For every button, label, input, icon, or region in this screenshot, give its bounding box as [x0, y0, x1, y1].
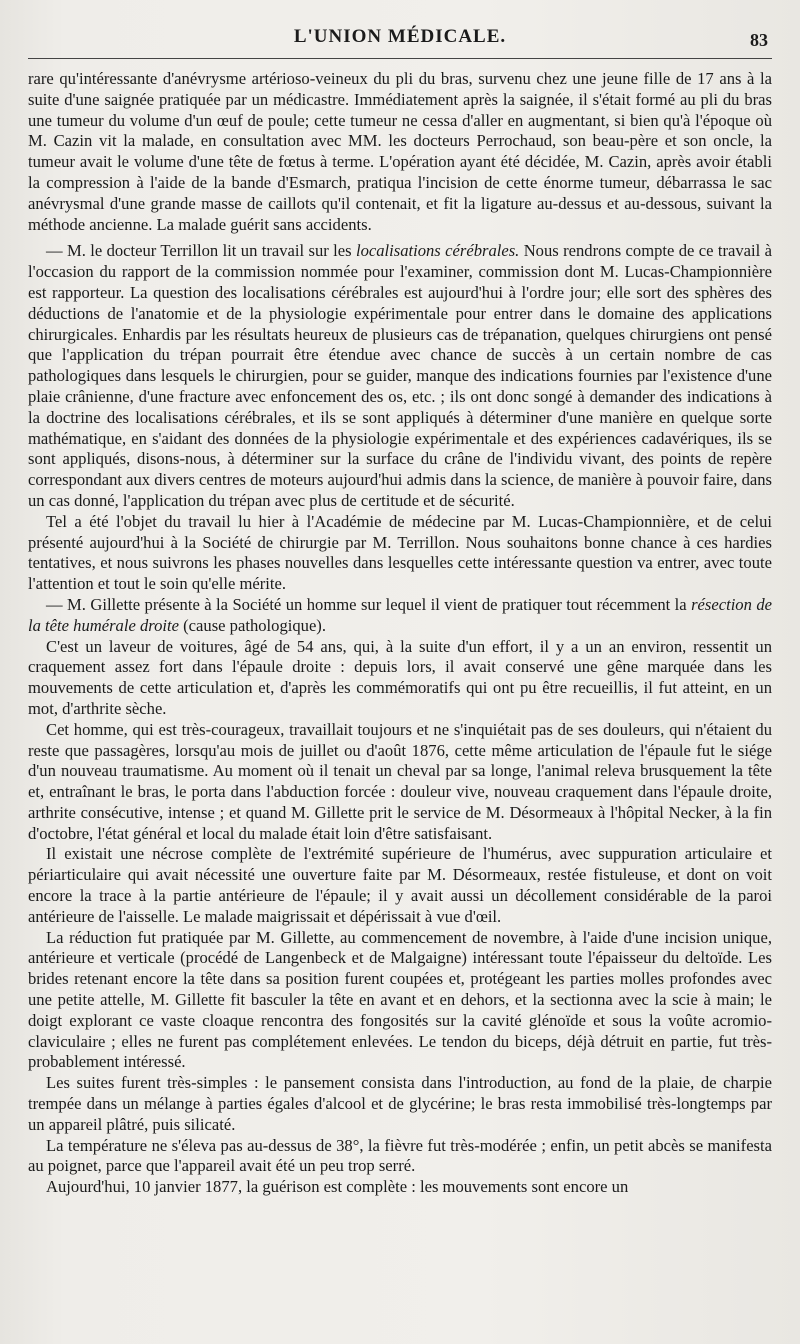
text-run: Cet homme, qui est très-courageux, travaillait toujours et ne s'inquiétait pas de ses douleurs, qui n'étaient du reste que passagères, lorsqu'au mois de juillet ou d'août 1876, cette même articulation de l'épaule fut le siége d'un nouveau traumatisme. Au moment où il tenait un cheval par sa longe, l'animal releva brusquement la tête et, entraînant le bras, le porta dans l'abduction forcée : douleur vive, nouveau craquement dans l'épaule droite, arthrite consécutive, intense ; et quand M. Gillette prit le service de M. Désormeaux à l'hôpital Necker, à la fin d'octobre, l'état général et local du malade était loin d'être satisfaisant. — [28, 719, 772, 843]
text-run: Il existait une nécrose complète de l'extrémité supérieure de l'humérus, avec suppuration articulaire et périarticulaire qui avait nécessité une ouverture faite par M. Désormeaux, restée fistuleuse, et dont on voit encore la trace à la partie antérieure de l'épaule; il y avait aussi un décollement considérable de la paroi antérieure de l'aisselle. Le malade maigrissait et dépérissait à vue d'œil. — [28, 844, 772, 926]
paragraph — [28, 928, 772, 1074]
text-run: Les suites furent très-simples : le pansement consista dans l'introduction, au fond de la plaie, de charpie trempée dans un mélange à parties égales d'alcool et de glycérine; le bras resta immobilisé très-longtemps par un appareil plâtré, puis silicaté. — [28, 1073, 772, 1134]
paragraph — [28, 1073, 772, 1135]
paragraph — [28, 1136, 772, 1178]
paragraph — [28, 1177, 772, 1198]
text-run: (cause pathologique). — [179, 615, 326, 635]
paragraph — [28, 637, 772, 720]
text-run: Nous rendrons compte de ce travail à l'occasion du rapport de la commission nommée pour l'examiner, commission dont M. Lucas-Championnière est rapporteur. La question des localisations cérébrales est aujourd'hui à l'ordre jour; elle sort des sphères des déductions de l'anatomie et de la physiologie expérimentale pour entrer dans le domaine des applications chirurgicales. Enhardis par les résultats heureux de plusieurs cas de trépanation, quelques chirurgiens ont pensé que l'application du trépan pourrait être étendue avec chance de succès à un certain nombre de cas pathologiques dans lesquels le chirurgien, pour se guider, manque des indications fournies par l'existence d'une plaie crânienne, d'une fracture avec enfoncement des os, etc. ; ils ont donc songé à demander des indications à la doctrine des localisations cérébrales, et ils se sont appliqués à déterminer d'une manière en quelque sorte mathématique, en s'aidant des données de la physiologie expérimentale et des expériences cadavériques, ils se sont appliqués, disons-nous, à déterminer sur la surface du crâne de l'individu vivant, des points de repère correspondant aux divers centres de moteurs aujourd'hui admis dans la science, de manière à pouvoir faire, dans un cas donné, l'application du trépan avec plus de certitude et de sécurité. — [28, 241, 772, 510]
text-run: Aujourd'hui, 10 janvier 1877, la guérison est complète : les mouvements sont encore un — [46, 1177, 629, 1197]
text-run-italic: localisations cérébrales. — [355, 241, 520, 261]
paragraph — [28, 844, 772, 927]
article-body — [28, 69, 772, 1198]
text-run: — M. Gillette présente à la Société un homme sur lequel il vient de pratiquer tout récemment la — [46, 594, 692, 614]
page-number: 83 — [750, 30, 768, 50]
text-run: — M. le docteur Terrillon lit un travail sur les — [46, 241, 356, 261]
paragraph — [28, 241, 772, 511]
paragraph — [28, 720, 772, 845]
paragraph — [28, 69, 772, 235]
text-run: La réduction fut pratiquée par M. Gillette, au commencement de novembre, à l'aide d'une incision unique, antérieure et verticale (procédé de Langenbeck et de Malgaigne) intéressant toute l'épaisseur du deltoïde. Les brides retenant encore la tête dans sa position furent coupées et, protégeant les parties molles profondes avec une petite attelle, M. Gillette fit basculer la tête en avant et en dehors, et la sectionna avec la scie à main; le doigt explorant ce vaste cloaque rencontra des fongosités sur la cavité glénoïde et sous la voûte acromio-claviculaire ; elles ne furent pas complétement enlevées. Le tendon du biceps, déjà détruit en partie, fut très-probablement intéressé. — [28, 927, 772, 1072]
text-run: La température ne s'éleva pas au-dessus de 38°, la fièvre fut très-modérée ; enfin, un petit abcès se manifesta au poignet, parce que l'appareil avait été un peu trop serré. — [28, 1135, 772, 1176]
text-run: Tel a été l'objet du travail lu hier à l'Académie de médecine par M. Lucas-Championnière, et de celui présenté aujourd'hui à la Société de chirurgie par M. Terrillon. Nous souhaitons bonne chance à ces hardies tentatives, et nous suivrons les phases nouvelles dans lesquelles cette intéressante question va entrer, avec toute l'attention et tout le soin qu'elle mérite. — [28, 511, 772, 594]
text-run: rare qu'intéressante d'anévrysme artérioso-veineux du pli du bras, survenu chez une jeune fille de 17 ans à la suite d'une saignée pratiquée par un médicastre. Immédiatement après la saignée, il s'était formé au pli du bras une tumeur du volume d'un œuf de poule; cette tumeur ne cessa d'aller en augmentant, si bien qu'à l'époque où M. Cazin vit la malade, en consultation avec MM. les docteurs Perrochaud, son beau-père et son oncle, la tumeur avait le volume d'une tête de fœtus à terme. L'opération ayant été décidée, M. Cazin, après avoir établi la compression à l'aide de la bande d'Esmarch, pratiqua l'incision de cette énorme tumeur, débarrassa le sac anévrysmal d'une grande masse de caillots qu'il contenait, et fit la ligature au-dessus et au-dessous, suivant la méthode ancienne. La malade guérit sans accidents. — [28, 69, 772, 234]
text-run-italic: résection de la tête humérale droite — [28, 594, 772, 635]
text-run: C'est un laveur de voitures, âgé de 54 ans, qui, à la suite d'un effort, il y a un an environ, ressentit un craquement assez fort dans l'épaule droite : depuis lors, il avait conservé une gêne marquée dans les mouvements de cette articulation et, d'après les commémoratifs qui ont pu être recueillis, il fut atteint, en un mot, d'arthrite sèche. — [28, 636, 772, 718]
page-header — [28, 26, 772, 59]
paragraph — [28, 595, 772, 637]
running-title: L'UNION MÉDICALE. — [293, 26, 507, 47]
paragraph — [28, 512, 772, 595]
